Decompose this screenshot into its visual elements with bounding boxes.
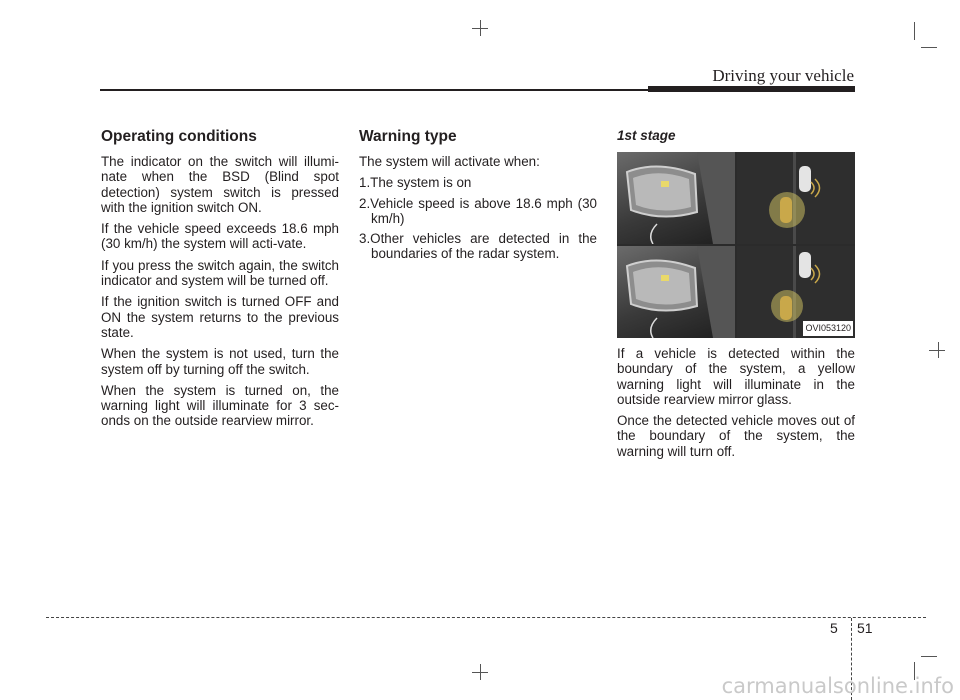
page-number: 51 — [857, 620, 873, 636]
activation-conditions-list — [359, 175, 597, 261]
subheading-first-stage: 1st stage — [617, 128, 676, 143]
crop-mark-top-bar — [472, 28, 488, 29]
mirror-illustration-bottom — [617, 246, 735, 338]
paragraph: If the vehicle speed exceeds 18.6 mph (30 km/h) the system will acti-vate. — [101, 221, 339, 252]
paragraph-intro: The system will activate when: — [359, 154, 540, 169]
detected-car-icon — [780, 296, 792, 320]
warning-light-icon — [661, 275, 669, 281]
running-header-title: Driving your vehicle — [712, 66, 854, 85]
heading-operating-conditions: Operating conditions — [101, 128, 257, 145]
mirror-illustration-top — [617, 152, 735, 244]
crop-mark-bottom-right-bar — [921, 656, 937, 657]
paragraph: Once the detected vehicle moves out of the boundary of the system, the warning will turn off. — [617, 413, 855, 459]
detected-car-icon — [780, 197, 792, 223]
warning-light-icon — [661, 181, 669, 187]
header-rule-thin — [100, 89, 648, 91]
footer-rule — [46, 617, 926, 618]
bsd-illustration — [617, 152, 855, 338]
header-rule-thick — [648, 86, 855, 92]
top-view-illustration-top — [737, 152, 855, 244]
column-first-stage — [617, 128, 855, 465]
own-car-icon — [799, 252, 811, 278]
paragraph: If the ignition switch is turned OFF and ON the system returns to the previous state. — [101, 294, 339, 340]
paragraph: If a vehicle is detected within the boundary of the system, a yellow warning light will illuminate in the outside rearview mirror glass. — [617, 346, 855, 407]
section-number: 5 — [830, 620, 838, 636]
paragraph: When the system is not used, turn the system off by turning off the switch. — [101, 346, 339, 377]
crop-mark-top-right — [914, 22, 915, 40]
paragraph: When the system is turned on, the warning light will illuminate for 3 sec-onds on the outside rearview mirror. — [101, 382, 339, 429]
own-car-icon — [799, 166, 811, 192]
crop-mark-top-right-bar — [921, 47, 937, 48]
paragraph: If you press the switch again, the switch indicator and system will be turned off. — [101, 257, 339, 289]
paragraph: The indicator on the switch will illumi-nate when the BSD (Blind spot detection) system switch is pressed with the ignition switch ON. — [101, 154, 339, 215]
heading-warning-type: Warning type — [359, 128, 457, 145]
column-operating-conditions — [101, 128, 339, 435]
crop-mark-right-bar — [929, 350, 945, 351]
column-warning-type — [359, 128, 597, 267]
list-item: 1.The system is on — [359, 175, 472, 191]
list-item: 2.Vehicle speed is above 18.6 mph (30 km/h) — [359, 195, 597, 226]
crop-mark-bottom-bar — [472, 672, 488, 673]
watermark: carmanualsonline.info — [721, 674, 954, 698]
figure-code: OVI053120 — [803, 321, 853, 336]
list-item: 3.Other vehicles are detected in the boundaries of the radar system. — [359, 231, 597, 262]
